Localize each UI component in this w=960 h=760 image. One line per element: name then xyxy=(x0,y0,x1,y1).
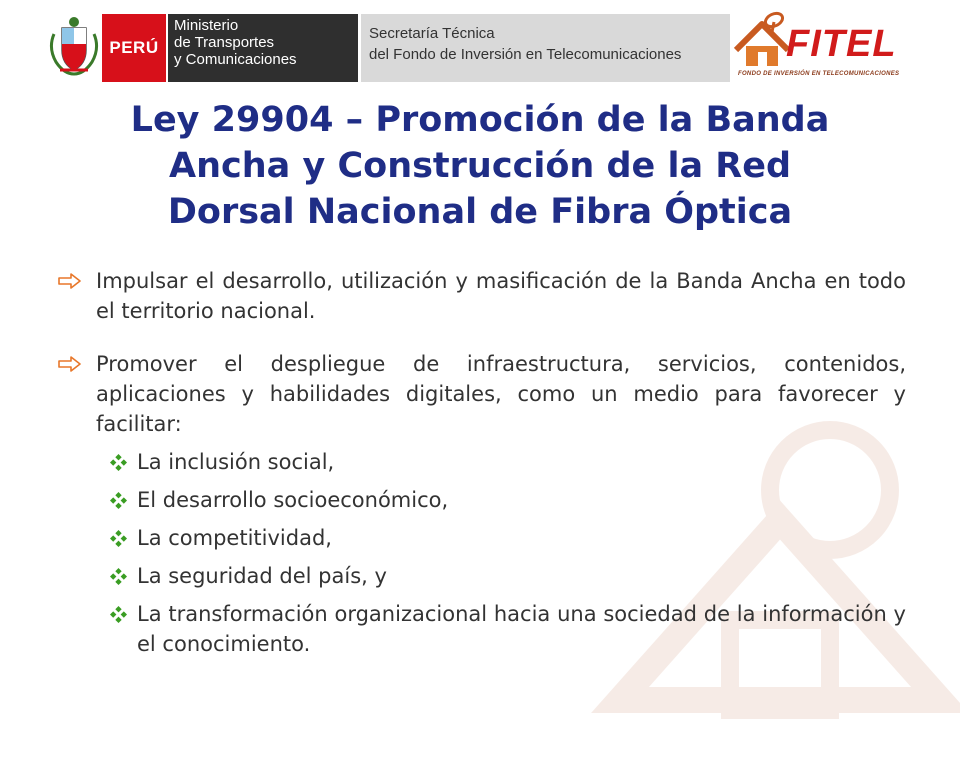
sub-bullet-text: La inclusión social, xyxy=(137,450,335,474)
bullet-text: Impulsar el desarrollo, utilización y masificación de la Banda Ancha en todo el territorio nacional. xyxy=(96,269,906,323)
title-line: Dorsal Nacional de Fibra Óptica xyxy=(167,192,793,232)
secretaria-line: Secretaría Técnica xyxy=(369,25,495,42)
hollow-arrow-right-icon xyxy=(58,356,82,372)
bullet-item xyxy=(54,349,906,439)
ministry-line: de Transportes xyxy=(174,34,275,51)
ministry-label-box xyxy=(168,14,358,82)
slide-content xyxy=(54,266,906,659)
sub-bullet-item xyxy=(54,561,906,591)
four-diamond-icon xyxy=(110,454,127,471)
fitel-tagline: FONDO DE INVERSIÓN EN TELECOMUNICACIONES xyxy=(738,71,900,77)
fitel-logo xyxy=(732,10,912,84)
peru-label-box xyxy=(102,14,166,82)
slide-title xyxy=(40,97,920,235)
four-diamond-icon xyxy=(110,530,127,547)
hollow-arrow-right-icon xyxy=(58,273,82,289)
sub-bullet-item xyxy=(54,599,906,659)
peru-coat-of-arms-icon xyxy=(48,14,100,78)
peru-label: PERÚ xyxy=(109,38,159,57)
bullet-item xyxy=(54,266,906,326)
secretaria-line: del Fondo de Inversión en Telecomunicaciones xyxy=(369,46,682,63)
sub-bullet-text: El desarrollo socioeconómico, xyxy=(137,488,449,512)
fitel-wordmark: FITEL xyxy=(786,23,897,65)
bullet-text: Promover el despliegue de infraestructura, servicios, contenidos, aplicaciones y habilidades digitales, como un medio para favorecer y facilitar: xyxy=(96,352,906,436)
sub-bullet-item xyxy=(54,485,906,515)
title-line: Ancha y Construcción de la Red xyxy=(168,146,792,186)
sub-bullet-text: La transformación organizacional hacia una sociedad de la información y el conocimiento. xyxy=(137,602,906,656)
header-banner xyxy=(0,0,960,92)
sub-bullet-text: La seguridad del país, y xyxy=(137,564,387,588)
sub-bullet-text: La competitividad, xyxy=(137,526,332,550)
sub-bullet-item xyxy=(54,523,906,553)
ministry-line: y Comunicaciones xyxy=(174,51,297,68)
house-with-antenna-icon xyxy=(732,10,794,70)
title-line: Ley 29904 – Promoción de la Banda xyxy=(130,100,830,140)
sub-bullet-item xyxy=(54,447,906,477)
ministry-line: Ministerio xyxy=(174,17,239,34)
four-diamond-icon xyxy=(110,606,127,623)
four-diamond-icon xyxy=(110,568,127,585)
secretaria-label-box xyxy=(361,14,730,82)
four-diamond-icon xyxy=(110,492,127,509)
